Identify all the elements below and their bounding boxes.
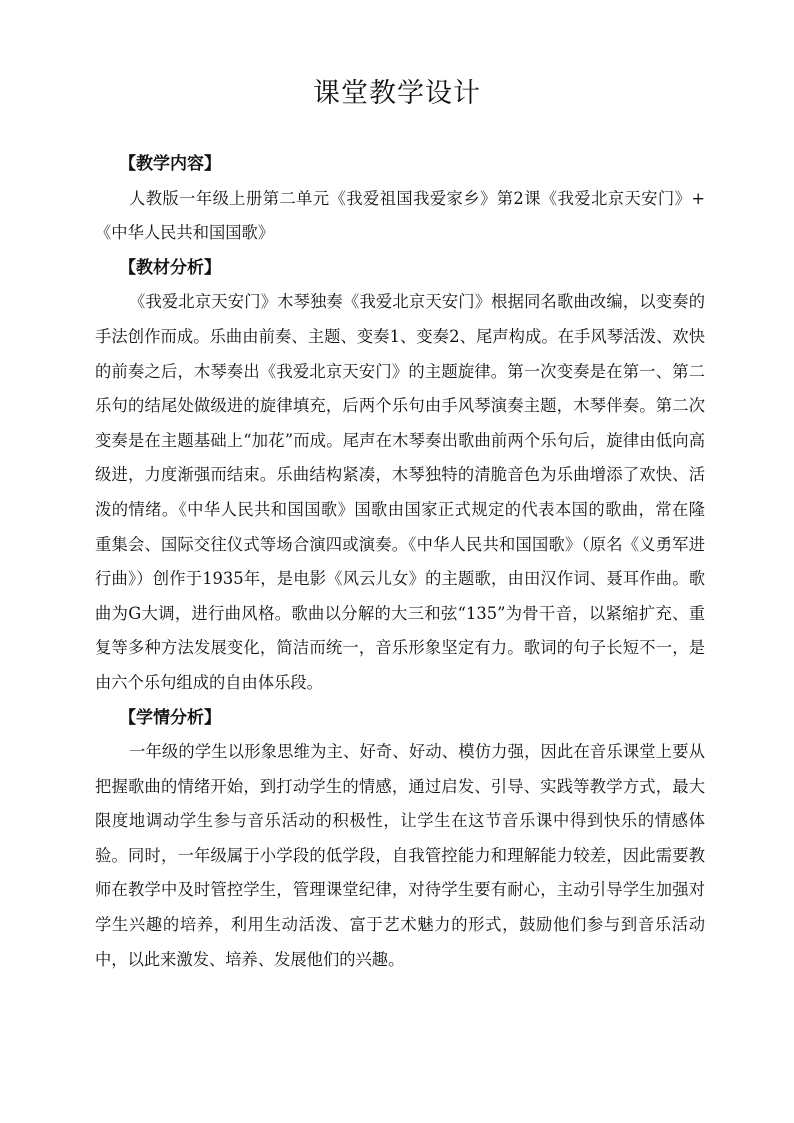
section-heading-teaching-content: 【教学内容】: [119, 154, 221, 174]
section-heading-material-analysis: 【教材分析】: [119, 257, 221, 278]
section-paragraph-material-analysis: 《我爱北京天安门》木琴独奏《我爱北京天安门》根据同名歌曲改编，以变奏的手法创作而成。乐曲由前奏、主题、变奏1、变奏2、尾声构成。在手风琴活泼、欢快的前奏之后，木琴奏出《我爱北京天安门》的主题旋律。第一次变奏是在第一、第二乐句的结尾处做级进的旋律填充，后两个乐句由手风琴演奏主题，木琴伴奏。第二次变奏是在主题基础上“加花”而成。尾声在木琴奏出歌曲前两个乐句后，旋律由低向高级进，力度渐强而结束。乐曲结构紧凑，木琴独特的清脆音色为乐曲增添了欢快、活泼的情绪。《中华人民共和国国歌》国歌由国家正式规定的代表本国的歌曲，常在隆重集会、国际交往仪式等场合演四或演奏。《中华人民共和国国歌》（原名《义勇军进行曲》）创作于1935年，是电影《风云儿女》的主题歌，由田汉作词、聂耳作曲。歌曲为G大调，进行曲风格。歌曲以分解的大三和弦“135”为骨干音，以紧缩扩充、重复等多种方法发展变化，简洁而统一，音乐形象坚定有力。歌词的句子长短不一，是由六个乐句组成的自由体乐段。: [95, 292, 705, 692]
document-body: [95, 147, 705, 977]
page-title: 课堂教学设计: [313, 78, 481, 109]
section-paragraph-teaching-content: 人教版一年级上册第二单元《我爱祖国我爱家乡》第2课《我爱北京天安门》+《中华人民共和国国歌》: [95, 188, 705, 243]
section-heading-student-analysis: 【学情分析】: [119, 707, 221, 728]
section-paragraph-student-analysis: 一年级的学生以形象思维为主、好奇、好动、模仿力强，因此在音乐课堂上要从把握歌曲的情绪开始，到打动学生的情感，通过启发、引导、实践等教学方式，最大限度地调动学生参与音乐活动的积极性，让学生在这节音乐课中得到快乐的情感体验。同时，一年级属于小学段的低学段，自我管控能力和理解能力较差，因此需要教师在教学中及时管控学生，管理课堂纪律，对待学生要有耐心，主动引导学生加强对学生兴趣的培养，利用生动活泼、富于艺术魅力的形式，鼓励他们参与到音乐活动中，以此来激发、培养、发展他们的兴趣。: [95, 742, 705, 969]
